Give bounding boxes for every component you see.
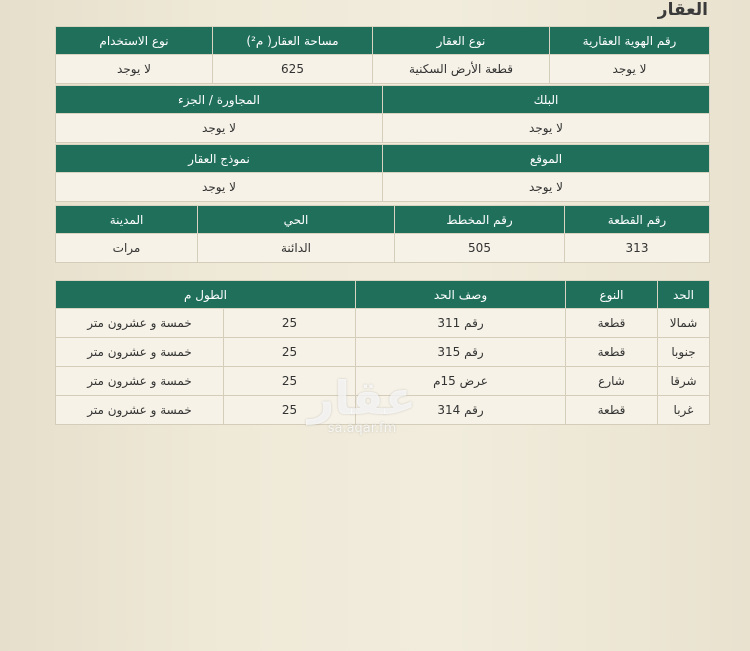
header-city: المدينة: [56, 206, 198, 234]
value-usage-type: لا يوجد: [56, 55, 213, 84]
boundary-length-words: خمسة و عشرون متر: [56, 338, 224, 367]
value-district: الدائنة: [198, 234, 395, 263]
boundary-length: 25: [224, 367, 356, 396]
value-property-id: لا يوجد: [550, 55, 710, 84]
boundary-length: 25: [224, 338, 356, 367]
header-scheme-number: رقم المخطط: [395, 206, 565, 234]
header-district: الحي: [198, 206, 395, 234]
location-table: [55, 144, 710, 202]
table-row: [56, 234, 710, 263]
value-property-area: 625: [213, 55, 373, 84]
property-info-table: [55, 26, 710, 84]
table-row: [56, 396, 710, 425]
value-location: لا يوجد: [383, 173, 710, 202]
header-neighborhood-part: المجاورة / الجزء: [56, 86, 383, 114]
watermark-logo: عقار: [307, 371, 417, 425]
boundary-type: شارع: [566, 367, 658, 396]
table-header-row: [56, 206, 710, 234]
table-row: [56, 309, 710, 338]
table-row: [56, 55, 710, 84]
header-block: البلك: [383, 86, 710, 114]
table-row: [56, 338, 710, 367]
boundary-desc: رقم 314: [356, 396, 566, 425]
table-header-row: [56, 86, 710, 114]
boundary-type: قطعة: [566, 338, 658, 367]
value-property-model: لا يوجد: [56, 173, 383, 202]
table-header-row: [56, 281, 710, 309]
boundary-side: جنوبا: [658, 338, 710, 367]
boundary-side: شرقا: [658, 367, 710, 396]
table-row: [56, 114, 710, 143]
header-boundary-length: الطول م: [56, 281, 356, 309]
boundary-length: 25: [224, 396, 356, 425]
boundary-length-words: خمسة و عشرون متر: [56, 309, 224, 338]
header-usage-type: نوع الاستخدام: [56, 27, 213, 55]
header-boundary-type: النوع: [566, 281, 658, 309]
watermark-url: sa.aqar.fm: [327, 421, 397, 436]
value-block: لا يوجد: [383, 114, 710, 143]
boundary-desc: رقم 315: [356, 338, 566, 367]
boundary-desc: عرض 15م: [356, 367, 566, 396]
plot-table: [55, 205, 710, 263]
header-boundary-side: الحد: [658, 281, 710, 309]
header-property-area: مساحة العقار( م²): [213, 27, 373, 55]
header-property-model: نموذج العقار: [56, 145, 383, 173]
boundary-length: 25: [224, 309, 356, 338]
boundaries-table: [55, 280, 710, 425]
table-header-row: [56, 27, 710, 55]
header-property-type: نوع العقار: [373, 27, 550, 55]
boundary-desc: رقم 311: [356, 309, 566, 338]
value-scheme-number: 505: [395, 234, 565, 263]
boundary-type: قطعة: [566, 396, 658, 425]
boundary-side: غربا: [658, 396, 710, 425]
header-property-id: رقم الهوية العقارية: [550, 27, 710, 55]
header-boundary-desc: وصف الحد: [356, 281, 566, 309]
table-header-row: [56, 145, 710, 173]
section-title: العقار: [657, 0, 708, 20]
header-plot-number: رقم القطعة: [565, 206, 710, 234]
boundary-length-words: خمسة و عشرون متر: [56, 396, 224, 425]
value-property-type: قطعة الأرض السكنية: [373, 55, 550, 84]
boundary-length-words: خمسة و عشرون متر: [56, 367, 224, 396]
boundary-type: قطعة: [566, 309, 658, 338]
value-neighborhood-part: لا يوجد: [56, 114, 383, 143]
value-city: مرات: [56, 234, 198, 263]
block-table: [55, 85, 710, 143]
value-plot-number: 313: [565, 234, 710, 263]
table-row: [56, 367, 710, 396]
header-location: الموقع: [383, 145, 710, 173]
table-row: [56, 173, 710, 202]
boundary-side: شمالا: [658, 309, 710, 338]
